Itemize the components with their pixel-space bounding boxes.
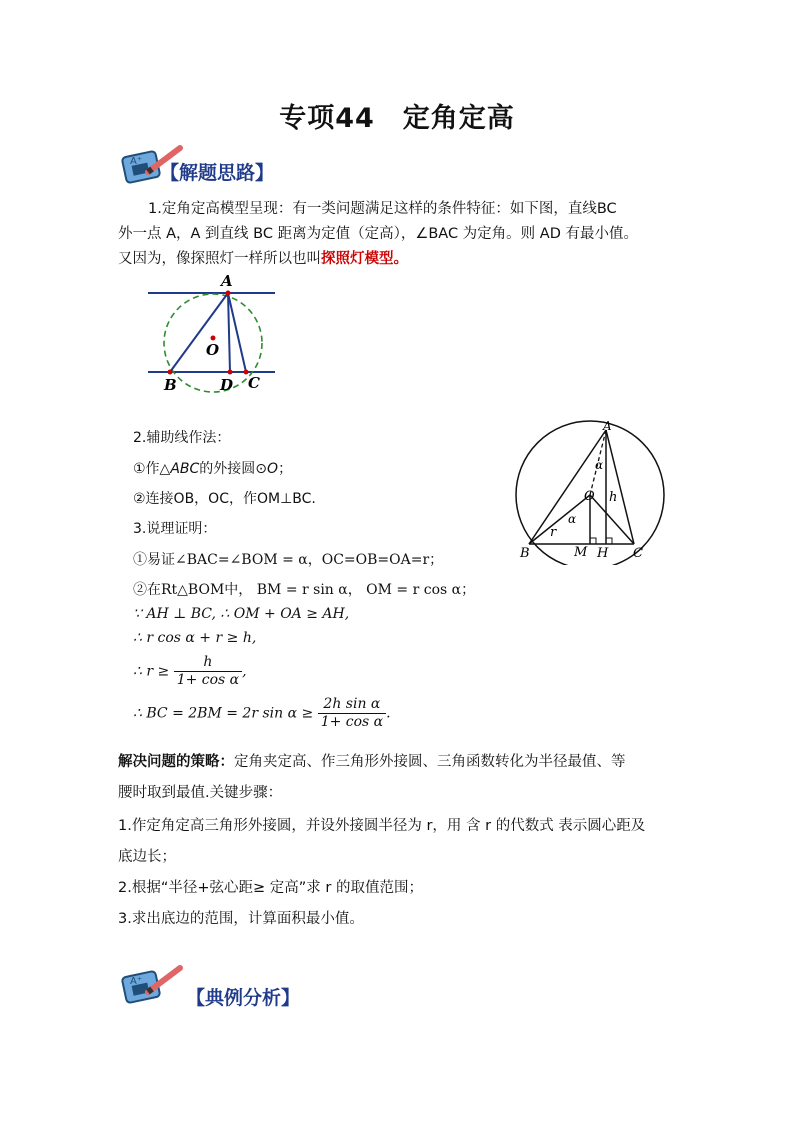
intro-line-3-text: 又因为，像探照灯一样所以也叫 — [118, 251, 321, 267]
key-step-3: 3.求出底边的范围，计算面积最小值。 — [118, 911, 364, 927]
key-step-2: 2.根据“半径+弦心距≥ 定高”求 r 的取值范围； — [118, 880, 423, 896]
searchlight-model-term: 探照灯模型。 — [321, 251, 408, 267]
step-2b: ②连接OB，OC，作OM⊥BC. — [133, 491, 316, 507]
page-title: 专项44 定角定高 — [279, 103, 515, 134]
fig1-label-B: B — [164, 376, 177, 394]
strategy-text-1: 定角夹定高、作三角形外接圆、三角函数转化为半径最值、等 — [234, 754, 626, 770]
step-3f-pre: ∴ BC = 2BM = 2r sin α ≥ — [133, 705, 314, 722]
step-3f — [133, 696, 391, 731]
section-header-example-analysis: 【典例分析】 — [186, 987, 301, 1009]
svg-text:A⁺: A⁺ — [130, 156, 143, 167]
fig2-label-r: r — [550, 525, 557, 540]
section-header-solving-ideas: 【解题思路】 — [160, 162, 275, 184]
fig2-label-M: M — [574, 545, 588, 560]
fraction-bc-bound — [318, 696, 386, 731]
step-3e — [133, 654, 247, 689]
fig1-label-A: A — [221, 272, 233, 290]
strategy-line-2: 腰时取到最值.关键步骤： — [118, 785, 283, 801]
fraction-r-bound — [174, 654, 242, 689]
strategy-label: 解决问题的策略： — [118, 754, 234, 770]
fig2-label-A: A — [603, 420, 612, 433]
step-2a-var: ABC — [170, 461, 200, 477]
step-2a-o: O — [267, 461, 279, 477]
fig1-label-C: C — [248, 374, 260, 392]
step-3b: ②在Rt△BOM中， BM = r sin α， OM = r cos α； — [133, 582, 476, 598]
svg-text:A⁺: A⁺ — [130, 976, 143, 987]
fig2-label-B: B — [520, 546, 530, 561]
step-2a-end: ； — [278, 461, 293, 477]
step-2a — [133, 458, 292, 478]
fig2-label-C: C — [633, 546, 643, 561]
fig2-label-alpha-mid: α — [568, 512, 577, 526]
fig2-label-h: h — [609, 490, 618, 505]
intro-line-2: 外一点 A，A 到直线 BC 距离为定值（定高），∠BAC 为定角。则 AD 有最小值。 — [118, 226, 638, 242]
figure-circumcircle-proof — [506, 420, 666, 565]
strategy-line-1 — [118, 747, 626, 778]
step-3c: ∵ AH ⊥ BC, ∴ OM + OA ≥ AH, — [133, 606, 350, 622]
step-3d: ∴ r cos α + r ≥ h, — [133, 630, 257, 646]
fraction-bc-den: 1+ cos α — [320, 714, 384, 730]
key-step-1b: 底边长； — [118, 849, 176, 865]
step-2a-post: 的外接圆⊙ — [199, 461, 268, 477]
step-3-title: 3.说理证明： — [133, 521, 217, 537]
key-step-1a: 1.作定角定高三角形外接圆，并设外接圆半径为 r，用 含 r 的代数式 表示圆心距及 — [118, 818, 646, 834]
fig2-label-H: H — [597, 546, 609, 561]
intro-line-1: 1.定角定高模型呈现：有一类问题满足这样的条件特征：如下图，直线BC — [148, 201, 617, 217]
fig2-label-alpha-top: α — [595, 458, 604, 472]
fig1-label-D: D — [220, 376, 234, 394]
fraction-r-den: 1+ cos α — [176, 672, 240, 688]
step-3e-pre: ∴ r ≥ — [133, 663, 170, 680]
fig1-label-O: O — [206, 341, 220, 359]
step-3f-post: . — [386, 705, 391, 722]
fraction-r-num: h — [174, 654, 242, 672]
step-2a-pre: ①作△ — [133, 461, 171, 477]
figure-searchlight-model — [140, 268, 290, 398]
fig2-label-O: O — [584, 489, 595, 504]
step-3a: ①易证∠BAC=∠BOM = α，OC=OB=OA=r； — [133, 552, 444, 568]
fraction-bc-num: 2h sin α — [318, 696, 386, 714]
step-3e-post: , — [242, 663, 247, 680]
notes-icon-2 — [118, 960, 190, 1008]
step-2-title: 2.辅助线作法： — [133, 430, 231, 446]
